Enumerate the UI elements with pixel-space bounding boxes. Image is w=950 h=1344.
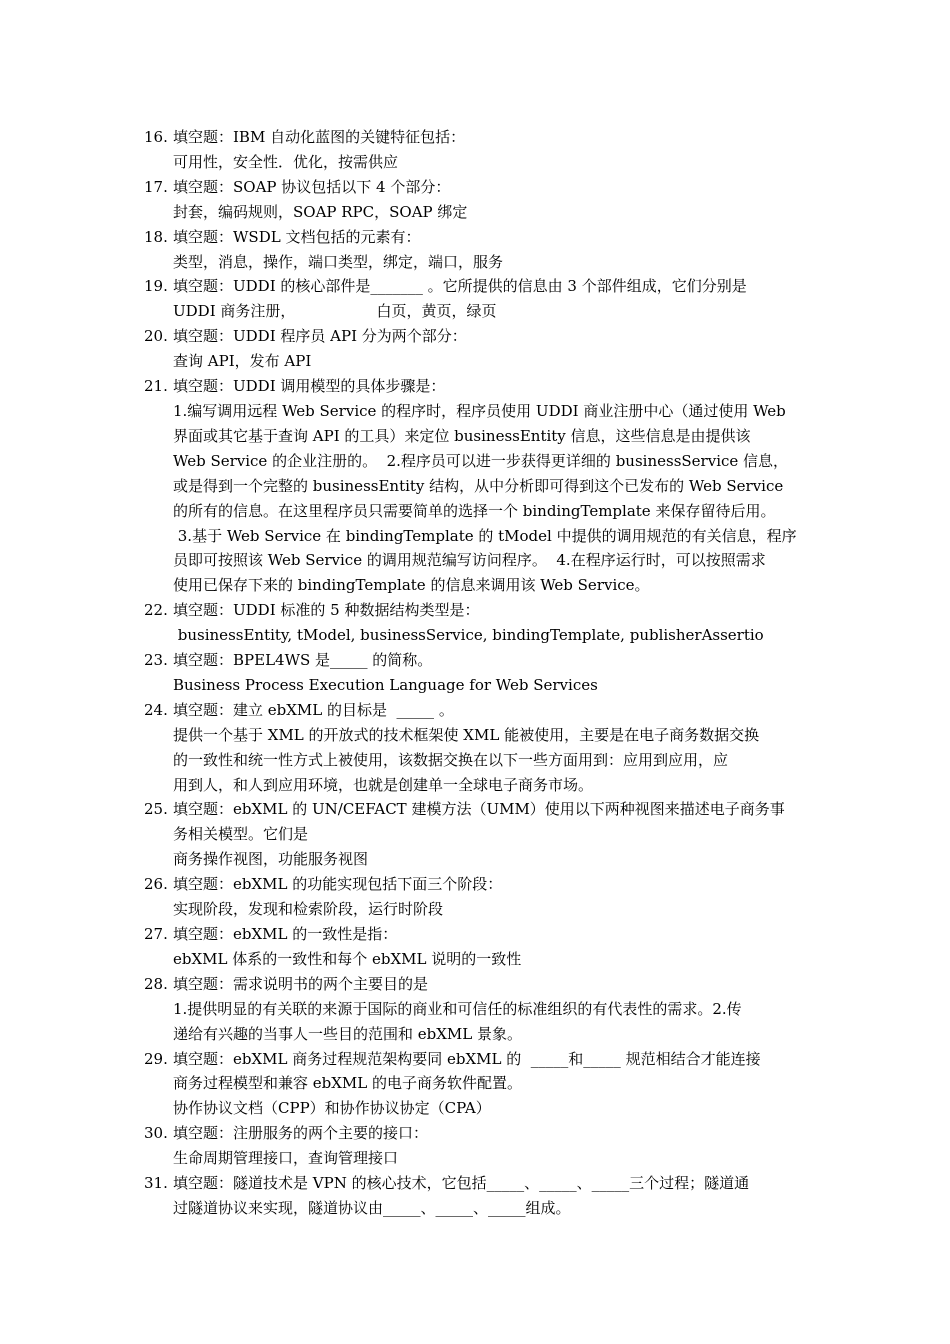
answer-text: businessEntity, tModel, businessService, bindingTemplate, publisherAssertio bbox=[173, 626, 764, 645]
question-text: 填空题：SOAP 协议包括以下 4 个部分： bbox=[173, 177, 451, 196]
question-number: 19. bbox=[144, 277, 168, 296]
question-item bbox=[144, 175, 824, 225]
answer-text: Web Service 的企业注册的。 2.程序员可以进一步获得更详细的 businessService 信息， bbox=[173, 451, 789, 470]
answer-text: 的一致性和统一性方式上被使用，该数据交换在以下一些方面用到：应用到应用，应 bbox=[173, 750, 729, 769]
question-item bbox=[144, 972, 824, 1047]
question-number: 27. bbox=[144, 925, 168, 943]
answer-text: Business Process Execution Language for Web Services bbox=[173, 675, 598, 694]
question-item bbox=[144, 1121, 824, 1171]
question-number: 17. bbox=[144, 177, 168, 196]
question-item bbox=[144, 648, 824, 698]
question-text: 填空题：ebXML 的功能实现包括下面三个阶段： bbox=[173, 875, 503, 894]
question-text: 填空题：UDDI 调用模型的具体步骤是： bbox=[173, 377, 446, 396]
question-number: 23. bbox=[144, 651, 168, 670]
question-text: 填空题：ebXML 商务过程规范架构要同 ebXML 的 _____和_____ 规范相结合才能连接 bbox=[173, 1049, 761, 1068]
answer-text: 生命周期管理接口，查询管理接口 bbox=[173, 1149, 399, 1168]
answer-text: 商务操作视图，功能服务视图 bbox=[173, 850, 369, 869]
question-number: 31. bbox=[144, 1174, 168, 1193]
question-text: 填空题：UDDI 的核心部件是_______ 。它所提供的信息由 3 个部件组成，它们分别是 bbox=[173, 277, 747, 296]
question-item bbox=[144, 1047, 824, 1122]
question-number: 28. bbox=[144, 974, 168, 993]
answer-text: 用到人，和人到应用环境，也就是创建单一全球电子商务市场。 bbox=[173, 775, 594, 794]
question-text: 填空题：UDDI 程序员 API 分为两个部分： bbox=[173, 327, 467, 346]
question-text: 填空题：注册服务的两个主要的接口： bbox=[173, 1124, 429, 1143]
answer-text: 提供一个基于 XML 的开放式的技术框架使 XML 能被使用，主要是在电子商务数据交换 bbox=[173, 725, 760, 744]
question-item bbox=[144, 872, 824, 922]
answer-text: 1.提供明显的有关联的来源于国际的商业和可信任的标准组织的有代表性的需求。2.传 bbox=[173, 999, 742, 1018]
answer-text: 商务过程模型和兼容 ebXML 的电子商务软件配置。 bbox=[173, 1074, 523, 1093]
answer-text: 实现阶段，发现和检索阶段，运行时阶段 bbox=[173, 900, 444, 919]
question-text: 填空题：建立 ebXML 的目标是 _____ 。 bbox=[173, 700, 454, 719]
answer-text: 务相关模型。它们是 bbox=[173, 825, 309, 844]
answer-text: 过隧道协议来实现，隧道协议由_____、_____、_____组成。 bbox=[173, 1198, 571, 1217]
question-text: 填空题：ebXML 的一致性是指： bbox=[173, 925, 398, 943]
question-item bbox=[144, 797, 824, 872]
question-text: 填空题：隧道技术是 VPN 的核心技术，它包括_____、_____、_____三个过程；隧道通 bbox=[173, 1174, 750, 1193]
question-number: 25. bbox=[144, 800, 168, 819]
question-item bbox=[144, 922, 824, 972]
question-text: 填空题：UDDI 标准的 5 种数据结构类型是： bbox=[173, 601, 480, 620]
question-number: 29. bbox=[144, 1049, 168, 1068]
answer-text: 或是得到一个完整的 businessEntity 结构，从中分析即可得到这个已发布的 Web Service bbox=[173, 476, 784, 495]
question-item bbox=[144, 1171, 824, 1221]
answer-text: 界面或其它基于查询 API 的工具）来定位 businessEntity 信息，这些信息是由提供该 bbox=[173, 426, 751, 445]
question-number: 22. bbox=[144, 601, 168, 620]
question-text: 填空题：需求说明书的两个主要目的是 bbox=[173, 974, 429, 993]
question-list bbox=[144, 125, 824, 1221]
question-item bbox=[144, 698, 824, 798]
answer-text: 协作协议文档（CPP）和协作协议协定（CPA） bbox=[173, 1099, 491, 1118]
answer-text: ebXML 体系的一致性和每个 ebXML 说明的一致性 bbox=[173, 949, 522, 968]
question-item bbox=[144, 598, 824, 648]
answer-text: 3.基于 Web Service 在 bindingTemplate 的 tModel 中提供的调用规范的有关信息，程序 bbox=[173, 526, 797, 545]
question-item bbox=[144, 324, 824, 374]
answer-text: 类型，消息，操作，端口类型，绑定，端口，服务 bbox=[173, 252, 504, 271]
question-number: 21. bbox=[144, 377, 168, 396]
answer-text: 员即可按照该 Web Service 的调用规范编写访问程序。 4.在程序运行时，可以按照需求 bbox=[173, 551, 766, 570]
answer-text: UDDI 商务注册， 白页，黄页，绿页 bbox=[173, 302, 497, 321]
answer-text: 查询 API，发布 API bbox=[173, 352, 312, 371]
question-number: 30. bbox=[144, 1124, 168, 1143]
answer-text: 的所有的信息。在这里程序员只需要简单的选择一个 bindingTemplate 来保存留待后用。 bbox=[173, 501, 776, 520]
question-text: 填空题：BPEL4WS 是_____ 的简称。 bbox=[173, 651, 433, 670]
question-number: 20. bbox=[144, 327, 168, 346]
answer-text: 使用已保存下来的 bindingTemplate 的信息来调用该 Web Service。 bbox=[173, 576, 650, 595]
question-number: 26. bbox=[144, 875, 168, 894]
question-text: 填空题：WSDL 文档包括的元素有： bbox=[173, 227, 421, 246]
answer-text: 封套，编码规则，SOAP RPC，SOAP 绑定 bbox=[173, 202, 468, 221]
question-number: 18. bbox=[144, 227, 168, 246]
answer-text: 可用性，安全性．优化，按需供应 bbox=[173, 152, 399, 171]
question-item bbox=[144, 225, 824, 275]
question-text: 填空题：IBM 自动化蓝图的关键特征包括： bbox=[173, 128, 466, 146]
answer-text: 1.编写调用远程 Web Service 的程序时，程序员使用 UDDI 商业注册中心（通过使用 Web bbox=[173, 401, 786, 420]
question-item bbox=[144, 374, 824, 598]
question-number: 16. bbox=[144, 128, 168, 146]
answer-text: 递给有兴趣的当事人一些目的范围和 ebXML 景象。 bbox=[173, 1024, 523, 1043]
question-item bbox=[144, 125, 824, 175]
question-text: 填空题：ebXML 的 UN/CEFACT 建模方法（UMM）使用以下两种视图来描述电子商务事 bbox=[173, 800, 785, 819]
question-number: 24. bbox=[144, 700, 168, 719]
question-item bbox=[144, 274, 824, 324]
